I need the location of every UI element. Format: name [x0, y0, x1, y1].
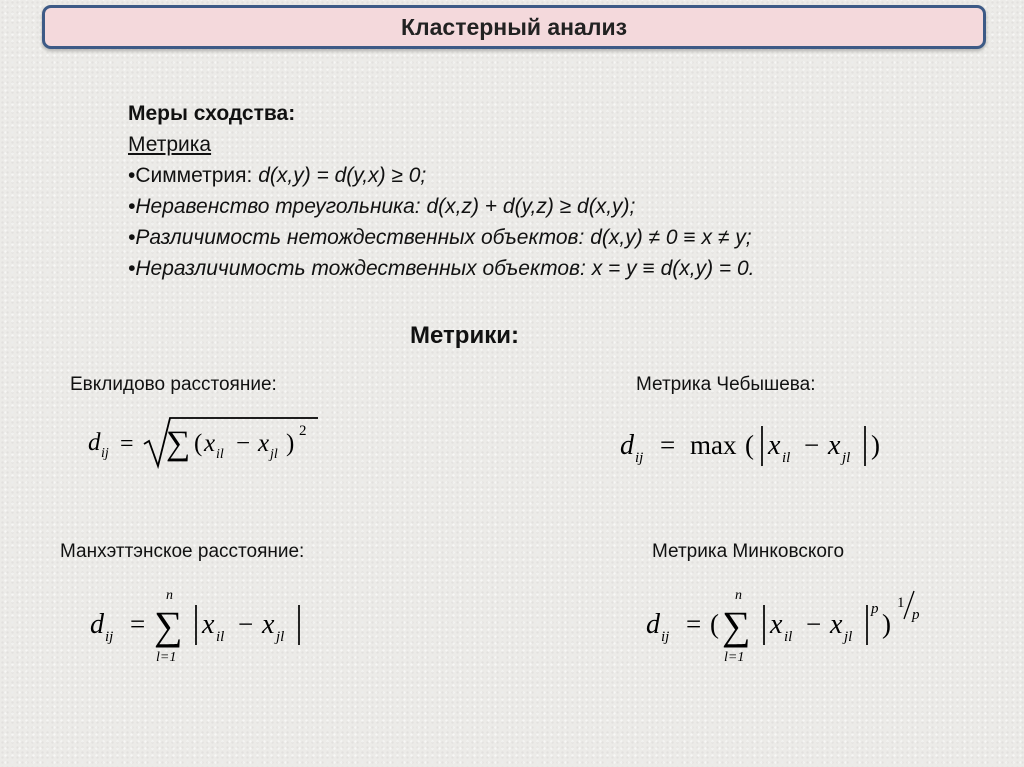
metrics-heading: Метрики: [410, 322, 519, 349]
sigma-symbol: ∑ [166, 425, 191, 462]
property-name: •Неравенство треугольника: [128, 195, 427, 218]
ij-subscript: ij [105, 629, 114, 645]
property-indistinguishability [128, 253, 755, 284]
max-symbol: max [690, 430, 737, 460]
exponent-denominator-p: p [912, 607, 920, 623]
d-symbol: d [620, 430, 634, 461]
euclid-formula [84, 408, 334, 474]
right-paren: ) [871, 430, 880, 460]
exponent-numerator-one: 1 [897, 595, 905, 611]
property-name: •Различимость нетождественных объектов: [128, 226, 591, 249]
property-triangle [128, 191, 755, 222]
x-symbol: x [204, 430, 216, 457]
d-symbol: d [88, 429, 101, 456]
power-p: p [871, 601, 879, 617]
minus-sign: − [806, 609, 822, 639]
il-subscript: il [216, 629, 225, 645]
property-formula: d(x,y) ≠ 0 ≡ x ≠ y; [590, 226, 752, 249]
chebyshev-formula [618, 416, 908, 472]
x-symbol: x [262, 609, 275, 640]
jl-subscript: jl [844, 629, 853, 645]
il-subscript: il [782, 450, 791, 466]
property-distinguishability [128, 222, 755, 253]
ij-subscript: ij [635, 450, 644, 466]
minkowski-formula [642, 585, 932, 667]
minus-sign: − [238, 609, 254, 639]
ij-subscript: ij [101, 446, 109, 461]
sigma-symbol: ∑ [722, 603, 751, 648]
jl-subscript: jl [276, 629, 285, 645]
left-paren: ( [745, 430, 754, 460]
property-name: •Неразличимость тождественных объектов: [128, 257, 592, 280]
equals-sign: = [686, 609, 702, 639]
manhattan-formula [86, 585, 316, 667]
minkowski-label: Метрика Минковского [652, 541, 845, 562]
x-symbol: x [258, 430, 270, 457]
x-symbol: x [770, 609, 783, 640]
left-paren: ( [194, 430, 203, 457]
sum-upper-n: n [166, 588, 173, 603]
equals-sign: = [120, 431, 134, 457]
property-name: •Симметрия: [128, 164, 259, 187]
right-paren: ) [286, 430, 295, 457]
x-symbol: x [830, 609, 843, 640]
title-box [42, 5, 986, 49]
right-paren: ) [882, 609, 891, 639]
d-symbol: d [646, 609, 660, 640]
x-symbol: x [768, 430, 781, 461]
minus-sign: − [236, 430, 251, 457]
chebyshev-label: Метрика Чебышева: [636, 374, 816, 395]
d-symbol: d [90, 609, 104, 640]
il-subscript: il [216, 447, 224, 462]
property-formula: d(x,y) = d(y,x) ≥ 0; [258, 164, 427, 187]
equals-sign: = [660, 430, 676, 460]
slide-title: Кластерный анализ [400, 13, 628, 40]
minus-sign: − [804, 430, 820, 460]
il-subscript: il [784, 629, 793, 645]
jl-subscript: jl [270, 447, 278, 462]
similarity-block [128, 98, 755, 284]
jl-subscript: jl [842, 450, 851, 466]
property-symmetry [128, 160, 755, 191]
x-symbol: x [202, 609, 215, 640]
metric-subheading: Метрика [128, 133, 212, 156]
sum-lower-index: l=1 [724, 650, 745, 665]
x-symbol: x [828, 430, 841, 461]
sigma-symbol: ∑ [154, 603, 183, 648]
equals-sign: = [130, 609, 146, 639]
similarity-heading: Меры сходства: [128, 102, 296, 125]
power-two: 2 [299, 423, 307, 439]
euclid-label: Евклидово расстояние: [70, 374, 277, 395]
property-formula: d(x,z) + d(y,z) ≥ d(x,y); [426, 195, 636, 218]
left-paren: ( [710, 609, 719, 639]
ij-subscript: ij [661, 629, 670, 645]
sum-lower-index: l=1 [156, 650, 177, 665]
manhattan-label: Манхэттэнское расстояние: [60, 541, 305, 562]
sum-upper-n: n [735, 588, 742, 603]
property-formula: x = y ≡ d(x,y) = 0. [591, 257, 755, 280]
